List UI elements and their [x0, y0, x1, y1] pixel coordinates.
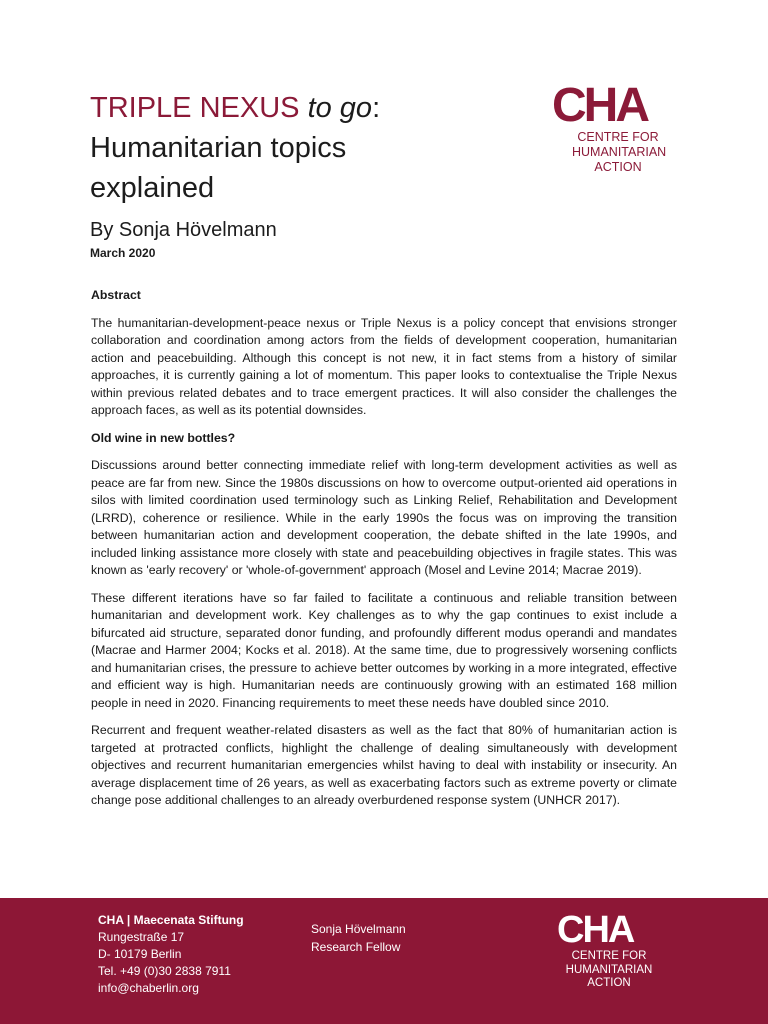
abstract-heading: Abstract	[91, 288, 141, 302]
footer-logo-mark: CHA	[557, 909, 634, 951]
footer-person: Sonja Hövelmann	[311, 922, 406, 936]
logo-line-3: ACTION	[594, 160, 642, 174]
footer-address	[98, 912, 244, 997]
title-italic: to go	[307, 92, 373, 124]
footer-band	[0, 898, 768, 1024]
footer-author	[311, 920, 406, 956]
footer-email[interactable]: info@chaberlin.org	[98, 981, 199, 995]
section-heading: Old wine in new bottles?	[91, 430, 236, 445]
footer-city: D- 10179 Berlin	[98, 947, 182, 961]
footer-org: CHA | Maecenata Stiftung	[98, 913, 244, 927]
page-title	[90, 88, 510, 208]
publication-date: March 2020	[90, 246, 156, 260]
footer-logo-line-3: ACTION	[587, 977, 631, 989]
logo-line-2: HUMANITARIAN	[572, 145, 667, 159]
title-line-1	[90, 88, 510, 128]
footer-street: Rungestraße 17	[98, 930, 185, 944]
paragraph-1: Discussions around better connecting immediate relief with long-term development activities as well as peace are far from new. Since the 1980s discussions on how to overcome output-oriented aid operations in silos with limited coordination used terminology such as Linking Relief, Rehabilitation and Development (LRRD), coherence or resilience. While in the early 1990s the focus was on improving the transition between humanitarian action and development cooperation, the debate shifted in the late 1990s, and included linking assistance more closely with state and peacebuilding objectives in fragile states. This was known as 'early recovery' or 'whole-of-government' approach (Mosel and Levine 2014; Macrae 2019).	[91, 458, 677, 577]
abstract-text: The humanitarian-development-peace nexus or Triple Nexus is a policy concept that envisions stronger collaboration and coordination among actors from the fields of development cooperation, humanitarian action and peacebuilding. Although this concept is not new, it in fact stems from a history of similar approaches, it is currently gaining a lot of momentum. This paper looks to contextualise the Triple Nexus within previous related debates and to trace emergent practices. It will also consider the challenges the approach faces, as well as its potential downsides.	[91, 315, 677, 417]
footer-phone: Tel. +49 (0)30 2838 7911	[98, 964, 231, 978]
cha-logo-footer	[557, 909, 667, 991]
paragraph-3: Recurrent and frequent weather-related disasters as well as the fact that 80% of humanitarian action is targeted at protracted conflicts, highlight the challenge of dealing simultaneously with development objectives and recurrent humanitarian emergencies whilst having to deal with instability or insecurity. An average displacement time of 26 years, as well as exacerbating factors such as extreme poverty or climate change pose additional challenges to an already overburdened response system (UNHCR 2017).	[91, 723, 677, 807]
title-line-3: explained	[90, 172, 215, 204]
title-colon: :	[372, 92, 381, 124]
document-body	[91, 287, 677, 820]
paragraph-2: These different iterations have so far failed to facilitate a continuous and reliable transition between humanitarian and development work. Key challenges as to why the gap continues to exist include a bifurcated aid structure, separated donor funding, and profoundly different modus operandi and mandates (Macrae and Harmer 2004; Kocks et al. 2018). At the same time, due to progressively worsening conflicts and humanitarian crises, the pressure to achieve better outcomes by working in a more integrated, effective and efficient way is high. Humanitarian needs are continuously growing with an estimated 168 million people in need in 2020. Financing requirements to meet these needs have doubled since 2010.	[91, 590, 677, 710]
cha-logo	[552, 79, 682, 175]
footer-logo-line-1: CENTRE FOR	[571, 950, 647, 962]
title-accent: TRIPLE NEXUS	[90, 92, 300, 124]
logo-line-1: CENTRE FOR	[577, 130, 659, 144]
footer-logo-line-2: HUMANITARIAN	[565, 963, 653, 976]
title-line-2: Humanitarian topics	[90, 132, 347, 164]
footer-role: Research Fellow	[311, 940, 401, 954]
footer-logo-subtitle	[565, 950, 653, 991]
logo-subtitle	[572, 130, 667, 175]
author-byline: By Sonja Hövelmann	[90, 219, 277, 241]
logo-mark: CHA	[552, 79, 647, 132]
